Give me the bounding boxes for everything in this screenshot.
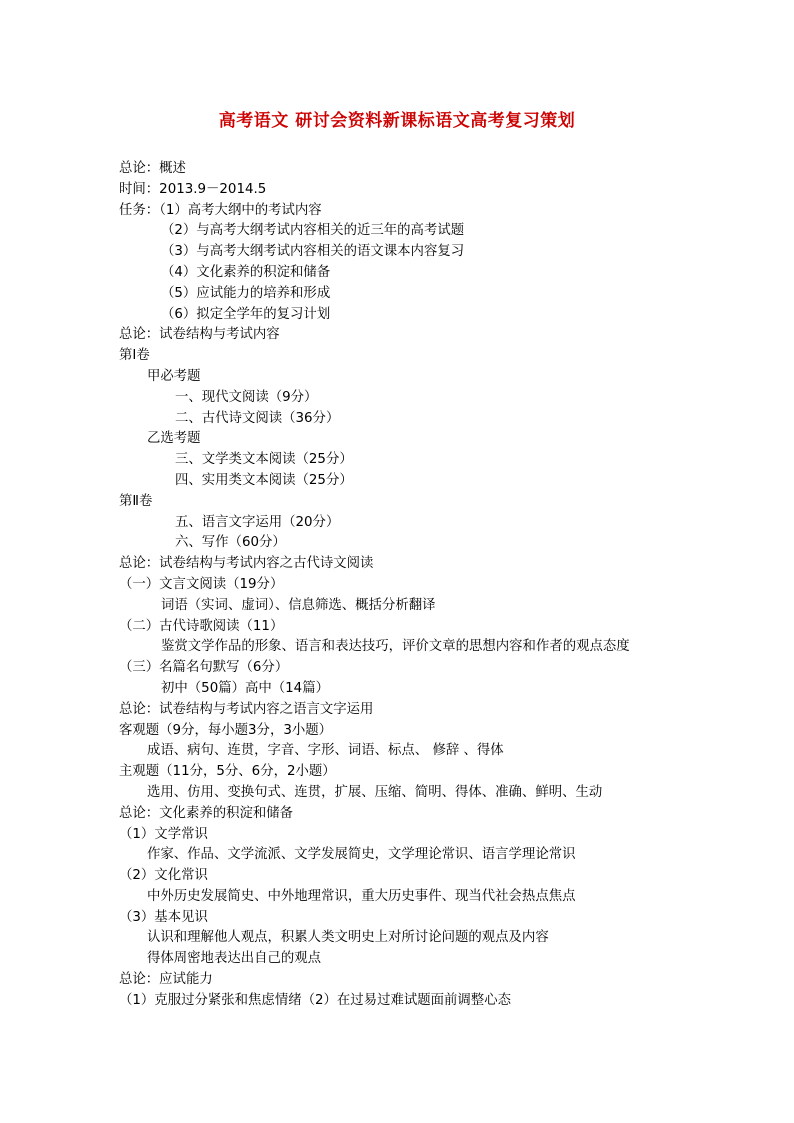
text-line: 五、语言文字运用（20分） <box>175 514 340 530</box>
text-line: 一、现代文阅读（9分） <box>175 389 318 405</box>
text-line: 三、文学类文本阅读（25分） <box>175 452 353 468</box>
text-line: 四、实用类文本阅读（25分） <box>175 472 353 488</box>
text-line: （2）文化常识 <box>119 868 208 884</box>
text-line: 认识和理解他人观点，积累人类文明史上对所讨论问题的观点及内容 <box>147 930 549 946</box>
text-line: 总论：文化素养的积淀和储备 <box>119 805 294 821</box>
text-line: 鉴赏文学作品的形象、语言和表达技巧，评价文章的思想内容和作者的观点态度 <box>161 639 630 655</box>
text-line: 总论：概述 <box>119 161 186 176</box>
text-line: 主观题（11分，5分、6分，2小题） <box>119 764 336 780</box>
document-body <box>119 159 759 1012</box>
text-line: 初中（50篇）高中（14篇） <box>161 680 329 696</box>
text-line: 作家、作品、文学流派、文学发展简史，文学理论常识、语言学理论常识 <box>147 847 576 863</box>
text-line: 第Ⅱ卷 <box>119 493 153 509</box>
text-line: （1）文学常识 <box>119 826 208 842</box>
text-line: 得体周密地表达出自己的观点 <box>147 951 322 967</box>
text-line: （一）文言文阅读（19分） <box>119 576 284 592</box>
text-line: 甲必考题 <box>147 368 201 384</box>
text-line: 二、古代诗文阅读（36分） <box>175 410 340 426</box>
text-line: 总论：试卷结构与考试内容 <box>119 327 280 343</box>
text-line: 成语、病句、连贯，字音、字形、词语、标点、 修辞 、得体 <box>147 743 504 759</box>
text-line: （3）与高考大纲考试内容相关的语文课本内容复习 <box>161 244 465 260</box>
text-line: 第Ⅰ卷 <box>119 348 150 364</box>
text-line: （5）应试能力的培养和形成 <box>161 285 331 301</box>
text-line: （2）与高考大纲考试内容相关的近三年的高考试题 <box>161 223 465 239</box>
text-line: （6）拟定全学年的复习计划 <box>161 306 331 322</box>
text-line: （1）克服过分紧张和焦虑情绪（2）在过易过难试题面前调整心态 <box>119 992 511 1008</box>
text-line: 任务：（1）高考大纲中的考试内容 <box>119 202 322 218</box>
text-line: 中外历史发展简史、中外地理常识，重大历史事件、现当代社会热点焦点 <box>147 888 576 904</box>
text-line: 时间：2013.9－2014.5 <box>119 181 267 197</box>
text-line: 总论：应试能力 <box>119 972 213 988</box>
text-line: 总论：试卷结构与考试内容之语言文字运用 <box>119 701 374 717</box>
text-line: （3）基本见识 <box>119 909 208 925</box>
text-line: （三）名篇名句默写（6分） <box>119 660 289 676</box>
text-line: 词语（实词、虚词）、信息筛选、概括分析翻译 <box>161 597 436 613</box>
text-line: （4）文化素养的积淀和储备 <box>161 264 331 280</box>
text-line: 六、写作（60分） <box>175 535 286 551</box>
text-line: 客观题（9分，每小题3分，3小题） <box>119 722 333 738</box>
text-line: 乙选考题 <box>147 431 201 447</box>
text-line: 选用、仿用、变换句式、连贯，扩展、压缩、简明、得体、准确、鲜明、生动 <box>147 784 603 800</box>
text-line: 总论：试卷结构与考试内容之古代诗文阅读 <box>119 556 374 572</box>
document-title: 高考语文 研讨会资料新课标语文高考复习策划 <box>218 111 576 131</box>
text-line: （二）古代诗歌阅读（11） <box>119 618 284 634</box>
